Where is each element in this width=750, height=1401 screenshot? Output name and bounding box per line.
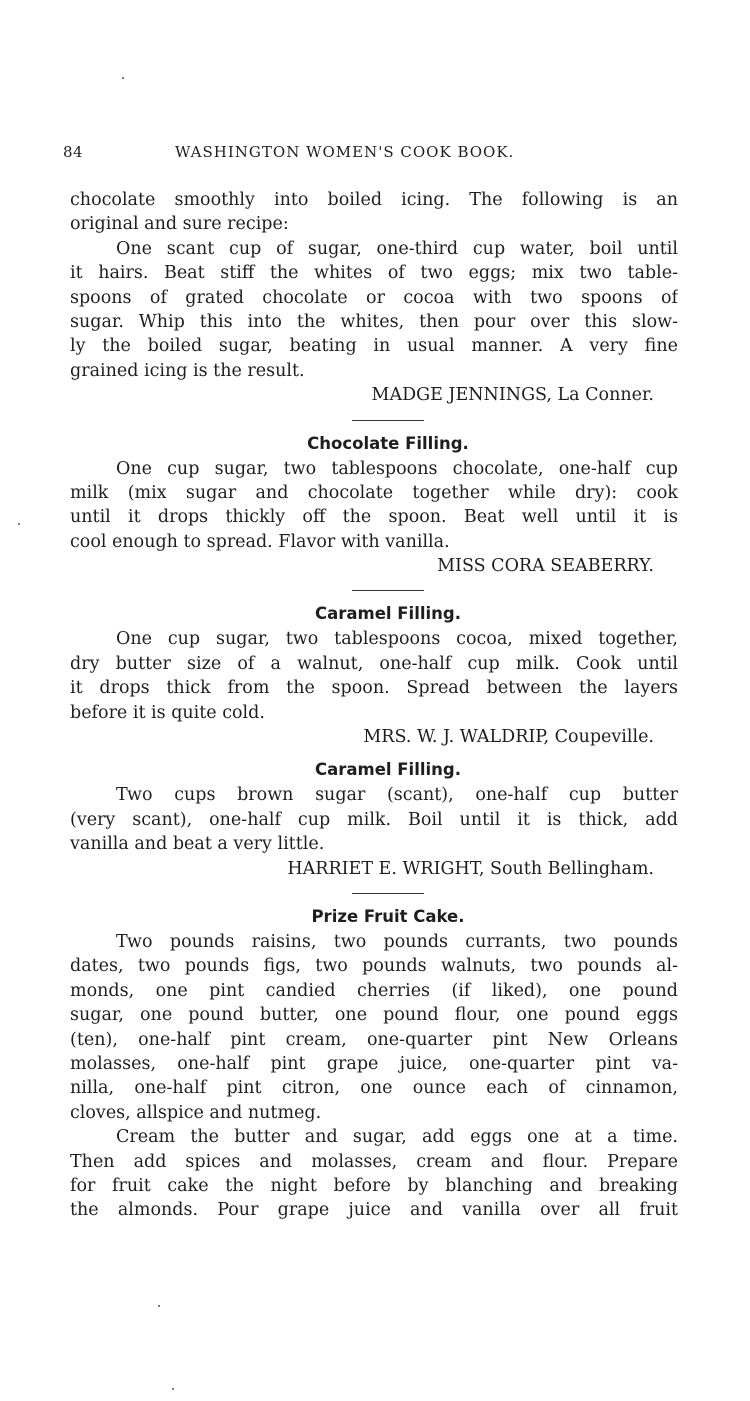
section-divider <box>352 893 424 894</box>
text-line: Two pounds raisins, two pounds currants, two pounds <box>116 931 678 952</box>
text-line: cool enough to spread. Flavor with vanilla. <box>70 531 450 552</box>
text-line: dates, two pounds figs, two pounds walnuts, two pounds al- <box>70 956 678 977</box>
text-line: nilla, one-half pint citron, one ounce each of cinnamon, <box>70 1078 678 1099</box>
intro-paragraph <box>70 188 678 237</box>
text-line: it hairs. Beat stiff the whites of two eggs; mix two table- <box>70 263 678 284</box>
page-header <box>63 143 663 165</box>
text-line: (very scant), one-half cup milk. Boil until it is thick, add <box>70 809 678 830</box>
text-line: milk (mix sugar and chocolate together while dry): cook <box>70 482 678 503</box>
recipe-title: Chocolate Filling. <box>307 433 469 453</box>
text-line: original and sure recipe: <box>70 214 289 235</box>
text-line: cloves, allspice and nutmeg. <box>70 1102 322 1123</box>
print-speck <box>122 77 124 79</box>
print-speck <box>158 1305 160 1307</box>
text-line: molasses, one-half pint grape juice, one-quarter pint va- <box>70 1053 678 1074</box>
page-body <box>70 188 678 1223</box>
text-line: Then add spices and molasses, cream and flour. Prepare <box>70 1151 678 1172</box>
text-line: before it is quite cold. <box>70 702 265 723</box>
recipe-signature: MISS CORA SEABERRY. <box>437 556 654 577</box>
text-line: (ten), one-half pint cream, one-quarter pint New Orleans <box>70 1029 678 1050</box>
text-line: grained icing is the result. <box>70 360 305 381</box>
text-line: ly the boiled sugar, beating in usual manner. A very fine <box>70 336 678 357</box>
text-line: One cup sugar, two tablespoons cocoa, mixed together, <box>116 629 678 650</box>
recipe-caramel-filling-2 <box>70 757 678 881</box>
section-divider <box>352 590 424 591</box>
print-speck <box>172 1388 174 1390</box>
section-divider <box>352 420 424 421</box>
recipe-title: Prize Fruit Cake. <box>311 906 465 926</box>
recipe-prize-fruit-cake <box>70 904 678 1223</box>
recipe-chocolate-filling <box>70 431 678 579</box>
text-line: chocolate smoothly into boiled icing. The following is an <box>70 190 678 210</box>
recipe-title: Caramel Filling. <box>314 760 462 780</box>
recipe-signature: MADGE JENNINGS, La Conner. <box>371 385 654 406</box>
text-line: vanilla and beat a very little. <box>70 834 325 855</box>
text-line: One scant cup of sugar, one-third cup water, boil until <box>116 238 678 259</box>
recipe-title: Caramel Filling. <box>314 604 462 624</box>
text-line: until it drops thickly off the spoon. Beat well until it is <box>70 507 678 528</box>
text-line: the almonds. Pour grape juice and vanilla over all fruit <box>70 1200 678 1221</box>
page-number: 84 <box>63 143 84 161</box>
text-line: sugar. Whip this into the whites, then pour over this slow- <box>70 311 678 332</box>
text-line: dry butter size of a walnut, one-half cup milk. Cook until <box>70 653 678 674</box>
text-line: for fruit cake the night before by blanching and breaking <box>70 1175 678 1196</box>
recipe-caramel-filling-1 <box>70 601 678 749</box>
text-line: Two cups brown sugar (scant), one-half cup butter <box>116 785 678 806</box>
text-line: spoons of grated chocolate or cocoa with two spoons of <box>70 287 678 308</box>
print-speck <box>18 523 20 525</box>
text-line: Cream the butter and sugar, add eggs one at a time. <box>116 1127 678 1148</box>
recipe-signature: MRS. W. J. WALDRIP, Coupeville. <box>363 727 654 748</box>
text-line: One cup sugar, two tablespoons chocolate, one-half cup <box>116 458 678 479</box>
text-line: monds, one pint candied cherries (if liked), one pound <box>70 980 678 1001</box>
running-title: WASHINGTON WOMEN'S COOK BOOK. <box>175 143 515 161</box>
text-line: sugar, one pound butter, one pound flour, one pound eggs <box>70 1005 678 1026</box>
icing-recipe <box>70 237 678 408</box>
text-line: it drops thick from the spoon. Spread between the layers <box>70 678 678 699</box>
recipe-signature: HARRIET E. WRIGHT, South Bellingham. <box>287 858 654 879</box>
